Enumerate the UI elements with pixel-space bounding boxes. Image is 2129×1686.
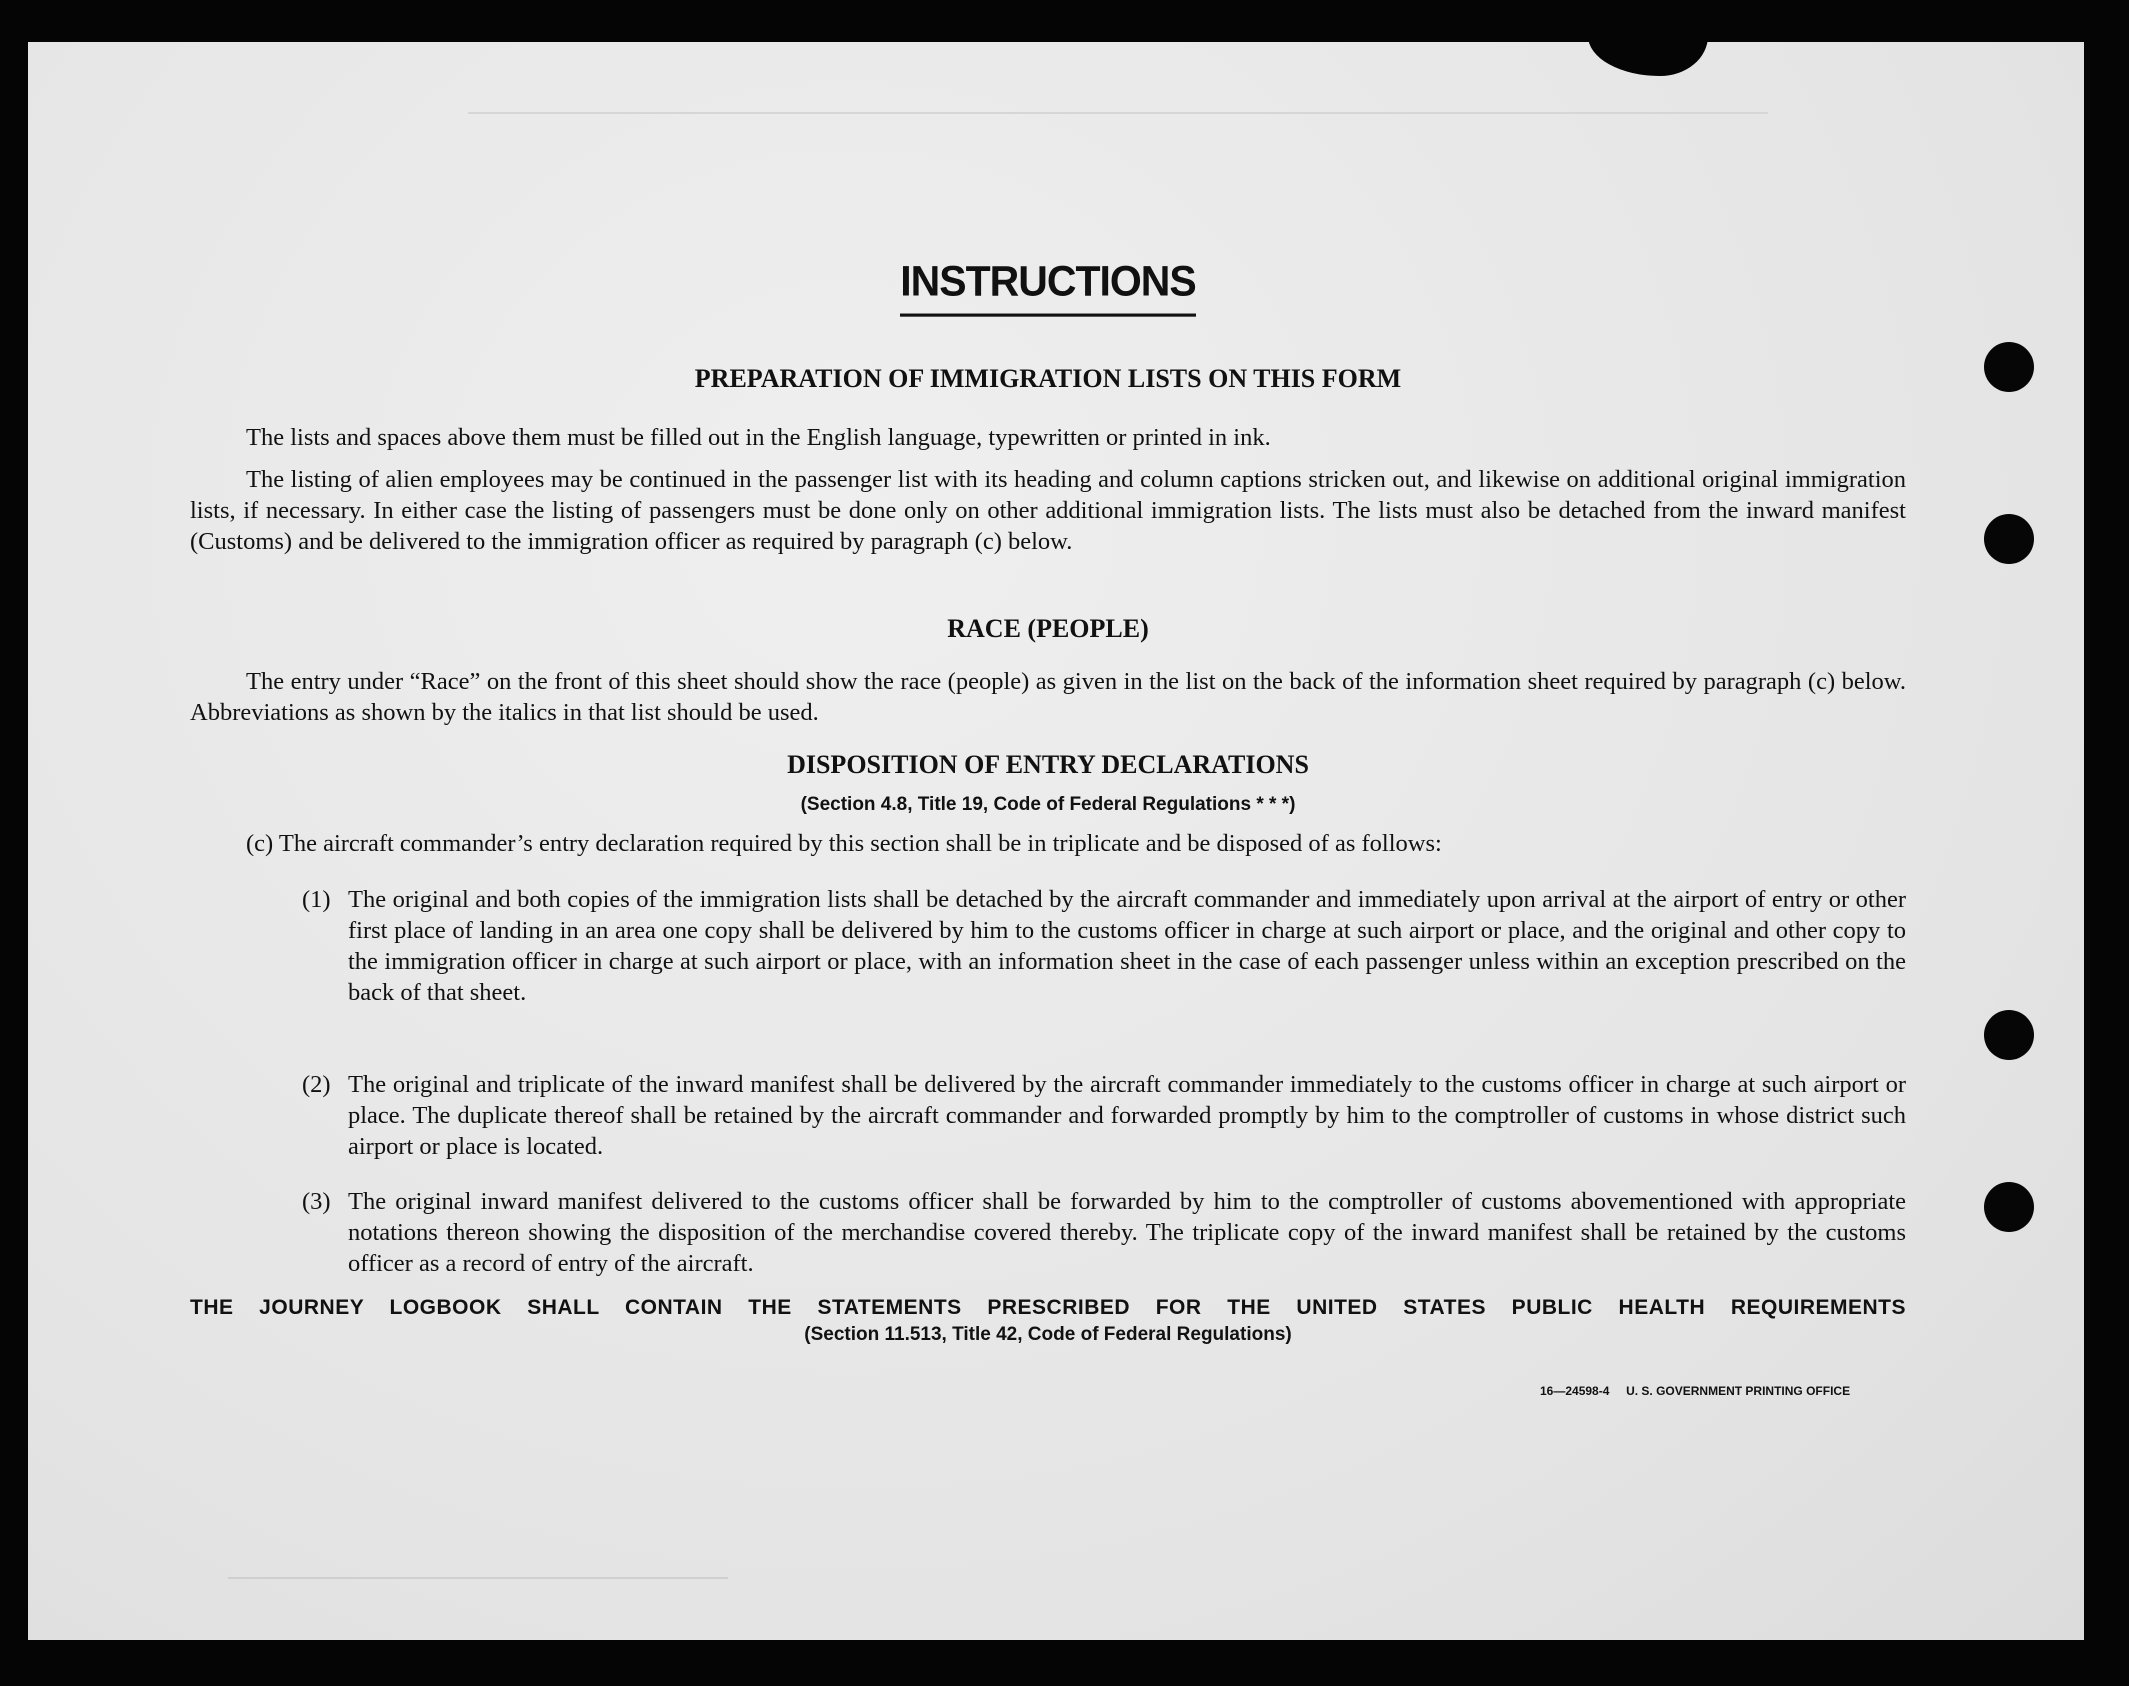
section-heading-preparation: PREPARATION OF IMMIGRATION LISTS ON THIS FORM	[694, 364, 1402, 393]
section-heading-disposition: DISPOSITION OF ENTRY DECLARATIONS	[787, 750, 1309, 779]
list-item-number: (1)	[302, 886, 331, 913]
punch-hole-icon	[1984, 342, 2034, 392]
section-subheading-disposition: (Section 4.8, Title 19, Code of Federal Regulations * * *)	[800, 794, 1296, 815]
print-code	[1540, 1384, 1850, 1398]
list-item	[302, 1186, 1906, 1279]
paragraph-preparation-2: The listing of alien employees may be continued in the passenger list with its heading and column captions stricken out, and likewise on additional original immigration lists, if necessary. In either case the listing of passengers must be done only on other additional immigration lists. The lists must also be detached from the inward manifest (Customs) and be delivered to the immigration officer as required by paragraph (c) below.	[190, 466, 1906, 555]
logbook-subheading: (Section 11.513, Title 42, Code of Federal Regulations)	[804, 1324, 1292, 1345]
form-number: 16—24598-4	[1540, 1384, 1610, 1398]
list-item-text: The original and both copies of the immigration lists shall be detached by the aircraft commander and immediately upon arrival at the airport of entry or other first place of landing in an area one copy shall be delivered by him to the customs officer in charge at such airport or place, and the original and other copy to the immigration officer in charge at such airport or place, with an information sheet in the case of each passenger unless within an exception prescribed on the back of that sheet.	[348, 886, 1906, 1006]
printer-name: U. S. GOVERNMENT PRINTING OFFICE	[1626, 1384, 1851, 1398]
paragraph-race: The entry under “Race” on the front of this sheet should show the race (people) as given in the list on the back of the information sheet required by paragraph (c) below. Abbreviations as shown by the italics in that list should be used.	[190, 668, 1906, 726]
document-sheet	[28, 42, 2084, 1640]
page-title: INSTRUCTIONS	[190, 257, 1906, 306]
list-item-number: (3)	[302, 1188, 331, 1215]
bleed-through-shadow	[468, 112, 1768, 114]
punch-hole-icon	[1984, 1010, 2034, 1060]
torn-edge	[1588, 36, 1708, 76]
bleed-through-shadow	[228, 1577, 728, 1579]
logbook-statement: THE JOURNEY LOGBOOK SHALL CONTAIN THE STATEMENTS PRESCRIBED FOR THE UNITED STATES PUBLIC HEALTH REQUIREMENTS	[190, 1296, 1906, 1319]
list-item	[302, 884, 1906, 1008]
paragraph-disposition-c: (c) The aircraft commander’s entry declaration required by this section shall be in triplicate and be disposed of as follows:	[246, 830, 1442, 857]
list-item-number: (2)	[302, 1071, 331, 1098]
list-item-text: The original and triplicate of the inward manifest shall be delivered by the aircraft commander immediately to the customs officer in charge at such airport or place. The duplicate thereof shall be retained by the aircraft commander and forwarded promptly by him to the comptroller of customs in whose district such airport or place is located.	[348, 1071, 1906, 1160]
punch-hole-icon	[1984, 1182, 2034, 1232]
paragraph-preparation-1: The lists and spaces above them must be filled out in the English language, typewritten or printed in ink.	[246, 424, 1271, 451]
list-item-text: The original inward manifest delivered to the customs officer shall be forwarded by him to the comptroller of customs abovementioned with appropriate notations thereon showing the disposition of the merchandise covered thereby. The triplicate copy of the inward manifest shall be retained by the customs officer as a record of entry of the aircraft.	[348, 1188, 1906, 1277]
punch-hole-icon	[1984, 514, 2034, 564]
section-heading-race: RACE (PEOPLE)	[947, 614, 1149, 643]
list-item	[302, 1069, 1906, 1162]
